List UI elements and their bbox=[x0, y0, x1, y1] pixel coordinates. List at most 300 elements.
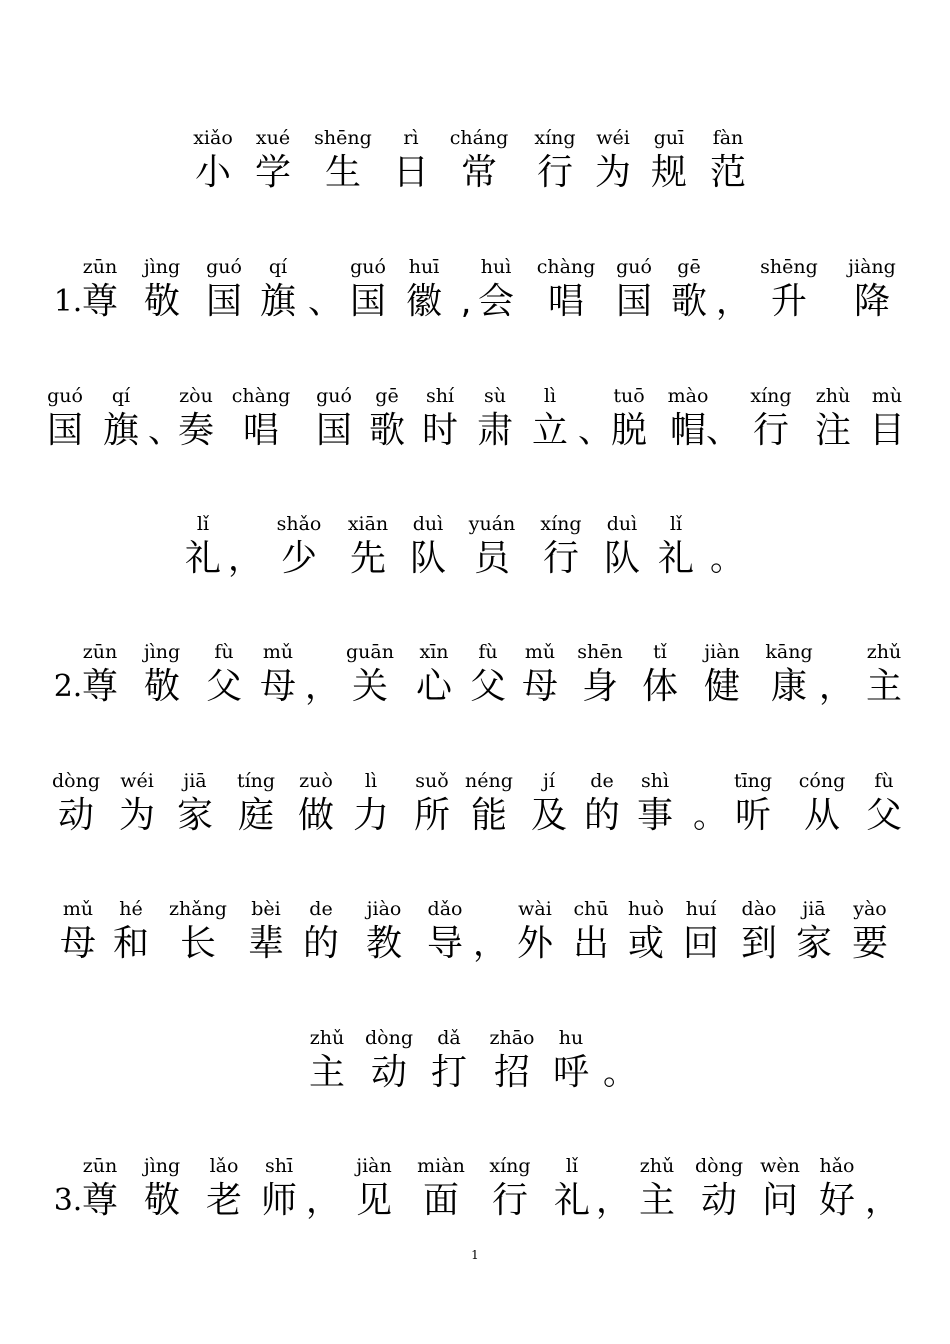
hanzi: 礼 bbox=[184, 538, 221, 579]
pinyin: cháng bbox=[449, 127, 509, 149]
pinyin: kāng bbox=[765, 641, 813, 663]
hanzi: 员 bbox=[473, 538, 510, 579]
hanzi: 师 bbox=[260, 1180, 297, 1221]
character-token bbox=[465, 384, 525, 454]
character-token bbox=[480, 1154, 540, 1224]
character-token bbox=[419, 1026, 479, 1096]
character-token bbox=[132, 255, 192, 325]
pinyin: dǎ bbox=[437, 1027, 461, 1049]
pinyin: xiǎo bbox=[193, 127, 233, 149]
character-token bbox=[854, 640, 914, 710]
pinyin: xíng bbox=[534, 127, 576, 149]
text-line bbox=[0, 255, 950, 335]
pinyin: huī bbox=[408, 256, 440, 278]
pinyin: wéi bbox=[596, 127, 630, 149]
pinyin: lì bbox=[543, 385, 557, 407]
character-token bbox=[354, 897, 414, 967]
character-token bbox=[236, 897, 296, 967]
pinyin: zhù bbox=[815, 385, 851, 407]
hanzi: 尊 bbox=[81, 281, 118, 322]
hanzi: 从 bbox=[803, 795, 840, 836]
character-token bbox=[536, 255, 596, 325]
hanzi: 日 bbox=[392, 152, 429, 193]
hanzi: 注 bbox=[814, 410, 851, 451]
hanzi: 教 bbox=[365, 923, 402, 964]
hanzi: 打 bbox=[430, 1052, 467, 1093]
pinyin: zhǎng bbox=[169, 898, 227, 920]
character-token bbox=[525, 126, 585, 196]
hanzi: 母 bbox=[521, 666, 558, 707]
pinyin: dòng bbox=[51, 770, 100, 792]
character-token bbox=[857, 384, 917, 454]
pinyin: zhǔ bbox=[309, 1027, 345, 1049]
hanzi: 3. bbox=[53, 1183, 83, 1218]
hanzi: 动 bbox=[700, 1180, 737, 1221]
character-token bbox=[226, 769, 286, 839]
pinyin: shí bbox=[425, 385, 455, 407]
hanzi: 导 bbox=[426, 923, 463, 964]
pinyin: tuō bbox=[613, 385, 645, 407]
hanzi: 国 bbox=[205, 281, 242, 322]
hanzi: ， bbox=[306, 1181, 340, 1221]
pinyin: zhǔ bbox=[639, 1155, 675, 1177]
pinyin: zūn bbox=[82, 1155, 118, 1177]
pinyin: chàng bbox=[536, 256, 596, 278]
character-token bbox=[698, 126, 758, 196]
pinyin: jiā bbox=[183, 770, 207, 792]
character-token bbox=[458, 640, 518, 710]
character-token bbox=[741, 384, 801, 454]
character-token bbox=[410, 384, 470, 454]
hanzi: 回 bbox=[682, 923, 719, 964]
character-token bbox=[572, 769, 632, 839]
hanzi: ， bbox=[865, 1181, 899, 1221]
character-token bbox=[132, 1154, 192, 1224]
pinyin: tíng bbox=[236, 770, 276, 792]
pinyin: shēng bbox=[760, 256, 818, 278]
hanzi: 能 bbox=[470, 795, 507, 836]
pinyin: xué bbox=[255, 127, 291, 149]
pinyin: bèi bbox=[251, 898, 281, 920]
pinyin: shēng bbox=[314, 127, 372, 149]
hanzi: 体 bbox=[641, 666, 678, 707]
pinyin: néng bbox=[465, 770, 513, 792]
character-token bbox=[803, 384, 863, 454]
character-token bbox=[35, 384, 95, 454]
hanzi: 健 bbox=[703, 666, 740, 707]
hanzi: ， bbox=[596, 1181, 630, 1221]
hanzi: 及 bbox=[530, 795, 567, 836]
text-line bbox=[0, 1154, 950, 1234]
character-token bbox=[404, 640, 464, 710]
character-token bbox=[398, 512, 458, 582]
hanzi: 主 bbox=[865, 666, 902, 707]
pinyin: qí bbox=[268, 256, 288, 278]
hanzi: 长 bbox=[179, 923, 216, 964]
hanzi: 母 bbox=[59, 923, 96, 964]
hanzi: 奏 bbox=[177, 410, 214, 451]
pinyin: mǔ bbox=[524, 641, 556, 663]
pinyin: jiā bbox=[802, 898, 826, 920]
character-token bbox=[854, 769, 914, 839]
hanzi: 老 bbox=[205, 1180, 242, 1221]
hanzi: 行 bbox=[491, 1180, 528, 1221]
pinyin bbox=[590, 1026, 650, 1050]
pinyin: hǎo bbox=[819, 1155, 855, 1177]
pinyin: zhāo bbox=[489, 1027, 535, 1049]
character-token bbox=[723, 769, 783, 839]
character-token bbox=[639, 126, 699, 196]
hanzi: 1. bbox=[53, 284, 83, 319]
pinyin: miàn bbox=[417, 1155, 465, 1177]
character-token bbox=[70, 255, 130, 325]
character-token bbox=[304, 384, 364, 454]
character-token bbox=[583, 126, 643, 196]
pinyin: duì bbox=[606, 513, 638, 535]
character-token bbox=[194, 1154, 254, 1224]
character-token bbox=[411, 1154, 471, 1224]
hanzi: 国 bbox=[46, 410, 83, 451]
pinyin: fù bbox=[874, 770, 894, 792]
hanzi: 目 bbox=[868, 410, 905, 451]
character-token bbox=[231, 384, 291, 454]
hanzi: 礼 bbox=[657, 538, 694, 579]
hanzi: 面 bbox=[422, 1180, 459, 1221]
pinyin: mào bbox=[667, 385, 709, 407]
text-line bbox=[0, 1026, 950, 1106]
hanzi: 事 bbox=[636, 795, 673, 836]
hanzi: 听 bbox=[734, 795, 771, 836]
hanzi: 范 bbox=[709, 152, 746, 193]
character-token bbox=[531, 512, 591, 582]
hanzi: 敬 bbox=[143, 281, 180, 322]
hanzi: 见 bbox=[355, 1180, 392, 1221]
hanzi: 外 bbox=[516, 923, 553, 964]
hanzi: 做 bbox=[297, 795, 334, 836]
pinyin: duì bbox=[412, 513, 444, 535]
hanzi: 所 bbox=[413, 795, 450, 836]
character-token bbox=[286, 769, 346, 839]
character-token bbox=[449, 126, 509, 196]
hanzi: 、 bbox=[308, 282, 342, 322]
pinyin: guó bbox=[206, 256, 242, 278]
pinyin: lǐ bbox=[565, 1155, 579, 1177]
character-token bbox=[357, 384, 417, 454]
hanzi: 关 bbox=[351, 666, 388, 707]
character-token bbox=[592, 512, 652, 582]
character-token bbox=[466, 255, 526, 325]
character-token bbox=[183, 126, 243, 196]
pinyin: jiàn bbox=[356, 1155, 392, 1177]
pinyin: guó bbox=[350, 256, 386, 278]
hanzi: 唱 bbox=[547, 281, 584, 322]
pinyin: gē bbox=[677, 256, 701, 278]
character-token bbox=[269, 512, 329, 582]
hanzi: 降 bbox=[853, 281, 890, 322]
pinyin: guó bbox=[616, 256, 652, 278]
hanzi: 父 bbox=[205, 666, 242, 707]
hanzi: 呼 bbox=[552, 1052, 589, 1093]
pinyin: fù bbox=[478, 641, 498, 663]
hanzi: 的 bbox=[302, 923, 339, 964]
character-token bbox=[48, 897, 108, 967]
character-token bbox=[729, 897, 789, 967]
character-token bbox=[194, 640, 254, 710]
hanzi: 常 bbox=[460, 152, 497, 193]
character-token bbox=[671, 897, 731, 967]
character-token bbox=[341, 769, 401, 839]
character-token bbox=[482, 1026, 542, 1096]
hanzi: 立 bbox=[531, 410, 568, 451]
hanzi: 国 bbox=[349, 281, 386, 322]
hanzi: 会 bbox=[477, 281, 514, 322]
hanzi: ， bbox=[819, 667, 853, 707]
page-number: 1 bbox=[471, 1248, 479, 1262]
character-token bbox=[340, 640, 400, 710]
hanzi: 和 bbox=[112, 923, 149, 964]
character-token bbox=[570, 640, 630, 710]
hanzi: , bbox=[460, 282, 472, 322]
pinyin: tǐ bbox=[653, 641, 667, 663]
hanzi: 、 bbox=[706, 411, 740, 451]
hanzi: 为 bbox=[594, 152, 631, 193]
pinyin: xíng bbox=[489, 1155, 531, 1177]
hanzi: 尊 bbox=[81, 666, 118, 707]
hanzi: 力 bbox=[352, 795, 389, 836]
pinyin: dào bbox=[741, 898, 777, 920]
pinyin: shǎo bbox=[276, 513, 322, 535]
hanzi: 小 bbox=[194, 152, 231, 193]
hanzi: 出 bbox=[572, 923, 609, 964]
pinyin: rì bbox=[403, 127, 419, 149]
hanzi: 为 bbox=[118, 795, 155, 836]
character-token bbox=[338, 255, 398, 325]
punctuation-token bbox=[590, 1026, 650, 1096]
pinyin: zuò bbox=[299, 770, 333, 792]
pinyin: fù bbox=[214, 641, 234, 663]
character-token bbox=[194, 255, 254, 325]
character-token bbox=[462, 512, 522, 582]
pinyin: wéi bbox=[120, 770, 154, 792]
hanzi: 父 bbox=[865, 795, 902, 836]
pinyin: huí bbox=[685, 898, 717, 920]
character-token bbox=[359, 1026, 419, 1096]
hanzi: 旗 bbox=[102, 410, 139, 451]
character-token bbox=[46, 769, 106, 839]
character-token bbox=[166, 384, 226, 454]
punctuation-token bbox=[852, 1154, 912, 1224]
text-line bbox=[0, 769, 950, 849]
pinyin: shī bbox=[264, 1155, 294, 1177]
pinyin: lǐ bbox=[669, 513, 683, 535]
pinyin: yuán bbox=[468, 513, 516, 535]
pinyin: lì bbox=[364, 770, 378, 792]
pinyin: de bbox=[309, 898, 333, 920]
hanzi: 少 bbox=[280, 538, 317, 579]
hanzi: 问 bbox=[761, 1180, 798, 1221]
text-line bbox=[0, 897, 950, 977]
character-token bbox=[313, 126, 373, 196]
pinyin: zhǔ bbox=[866, 641, 902, 663]
pinyin: tīng bbox=[733, 770, 773, 792]
pinyin: guó bbox=[47, 385, 83, 407]
pinyin: qí bbox=[111, 385, 131, 407]
hanzi: 礼 bbox=[553, 1180, 590, 1221]
hanzi: 行 bbox=[752, 410, 789, 451]
pinyin: zòu bbox=[179, 385, 213, 407]
text-line bbox=[0, 640, 950, 720]
character-token bbox=[519, 769, 579, 839]
hanzi: ， bbox=[228, 539, 262, 579]
punctuation-token bbox=[215, 512, 275, 582]
pinyin: jìng bbox=[143, 1155, 181, 1177]
hanzi: 行 bbox=[542, 538, 579, 579]
pinyin: dǎo bbox=[427, 898, 463, 920]
hanzi: 队 bbox=[603, 538, 640, 579]
character-token bbox=[459, 769, 519, 839]
hanzi: 家 bbox=[176, 795, 213, 836]
character-token bbox=[842, 255, 902, 325]
hanzi: 规 bbox=[650, 152, 687, 193]
pinyin: hu bbox=[558, 1027, 584, 1049]
pinyin: xíng bbox=[750, 385, 792, 407]
pinyin: fàn bbox=[712, 127, 744, 149]
pinyin: mù bbox=[871, 385, 903, 407]
hanzi: 动 bbox=[370, 1052, 407, 1093]
pinyin: yào bbox=[853, 898, 887, 920]
hanzi: ， bbox=[716, 282, 750, 322]
hanzi: 生 bbox=[324, 152, 361, 193]
hanzi: ， bbox=[305, 667, 339, 707]
pinyin bbox=[703, 255, 763, 279]
hanzi: 学 bbox=[254, 152, 291, 193]
pinyin bbox=[697, 512, 757, 536]
character-token bbox=[505, 897, 565, 967]
punctuation-token bbox=[697, 512, 757, 582]
hanzi: 庭 bbox=[237, 795, 274, 836]
hanzi: 徽 bbox=[405, 281, 442, 322]
hanzi: 主 bbox=[308, 1052, 345, 1093]
hanzi: 父 bbox=[469, 666, 506, 707]
hanzi: 脱 bbox=[610, 410, 647, 451]
pinyin: jìng bbox=[143, 256, 181, 278]
character-token bbox=[297, 1026, 357, 1096]
character-token bbox=[168, 897, 228, 967]
pinyin: zūn bbox=[82, 641, 118, 663]
hanzi: 好 bbox=[818, 1180, 855, 1221]
character-token bbox=[625, 769, 685, 839]
hanzi: 尊 bbox=[81, 1180, 118, 1221]
pinyin bbox=[852, 1154, 912, 1178]
text-line bbox=[0, 384, 950, 464]
pinyin: chū bbox=[573, 898, 609, 920]
pinyin: xíng bbox=[540, 513, 582, 535]
hanzi: 敬 bbox=[143, 666, 180, 707]
hanzi: 辈 bbox=[247, 923, 284, 964]
pinyin bbox=[215, 512, 275, 536]
hanzi: 先 bbox=[349, 538, 386, 579]
pinyin: wài bbox=[518, 898, 552, 920]
pinyin: cóng bbox=[798, 770, 846, 792]
pinyin: guī bbox=[653, 127, 685, 149]
pinyin: hé bbox=[119, 898, 143, 920]
hanzi: 身 bbox=[581, 666, 618, 707]
hanzi: 母 bbox=[259, 666, 296, 707]
character-token bbox=[692, 640, 752, 710]
pinyin: de bbox=[590, 770, 614, 792]
character-token bbox=[616, 897, 676, 967]
pinyin: wèn bbox=[760, 1155, 800, 1177]
hanzi: 。 bbox=[693, 796, 727, 836]
character-token bbox=[70, 1154, 130, 1224]
character-token bbox=[689, 1154, 749, 1224]
pinyin: lǎo bbox=[209, 1155, 239, 1177]
pinyin: lǐ bbox=[196, 513, 210, 535]
hanzi: 或 bbox=[627, 923, 664, 964]
character-token bbox=[510, 640, 570, 710]
character-token bbox=[338, 512, 398, 582]
hanzi: 、 bbox=[148, 411, 182, 451]
hanzi: 、 bbox=[578, 411, 612, 451]
hanzi: 康 bbox=[770, 666, 807, 707]
pinyin: guó bbox=[316, 385, 352, 407]
character-token bbox=[344, 1154, 404, 1224]
hanzi: 招 bbox=[493, 1052, 530, 1093]
character-token bbox=[291, 897, 351, 967]
pinyin: jiàn bbox=[704, 641, 740, 663]
hanzi: 的 bbox=[583, 795, 620, 836]
hanzi: 敬 bbox=[143, 1180, 180, 1221]
character-token bbox=[604, 255, 664, 325]
character-token bbox=[381, 126, 441, 196]
pinyin: chàng bbox=[231, 385, 291, 407]
pinyin: dòng bbox=[694, 1155, 743, 1177]
pinyin: jí bbox=[543, 770, 555, 792]
pinyin: gē bbox=[375, 385, 399, 407]
character-token bbox=[750, 1154, 810, 1224]
hanzi: 到 bbox=[740, 923, 777, 964]
pinyin: jiào bbox=[366, 898, 402, 920]
hanzi: 行 bbox=[536, 152, 573, 193]
pinyin: mǔ bbox=[262, 641, 294, 663]
hanzi: 家 bbox=[795, 923, 832, 964]
character-token bbox=[402, 769, 462, 839]
hanzi: 主 bbox=[638, 1180, 675, 1221]
pinyin: jìng bbox=[143, 641, 181, 663]
character-token bbox=[561, 897, 621, 967]
character-token bbox=[165, 769, 225, 839]
hanzi: 肃 bbox=[476, 410, 513, 451]
hanzi: 国 bbox=[315, 410, 352, 451]
pinyin: suǒ bbox=[415, 770, 449, 792]
text-line bbox=[0, 512, 950, 592]
character-token bbox=[792, 769, 852, 839]
pinyin: shēn bbox=[577, 641, 623, 663]
character-token bbox=[70, 640, 130, 710]
pinyin: xiān bbox=[347, 513, 389, 535]
hanzi: 国 bbox=[615, 281, 652, 322]
character-token bbox=[101, 897, 161, 967]
character-token bbox=[132, 640, 192, 710]
hanzi: 。 bbox=[710, 539, 744, 579]
pinyin: guān bbox=[346, 641, 394, 663]
hanzi: 时 bbox=[421, 410, 458, 451]
character-token bbox=[599, 384, 659, 454]
character-token bbox=[630, 640, 690, 710]
punctuation-token bbox=[703, 255, 763, 325]
hanzi: 帽 bbox=[669, 410, 706, 451]
pinyin: huò bbox=[628, 898, 664, 920]
